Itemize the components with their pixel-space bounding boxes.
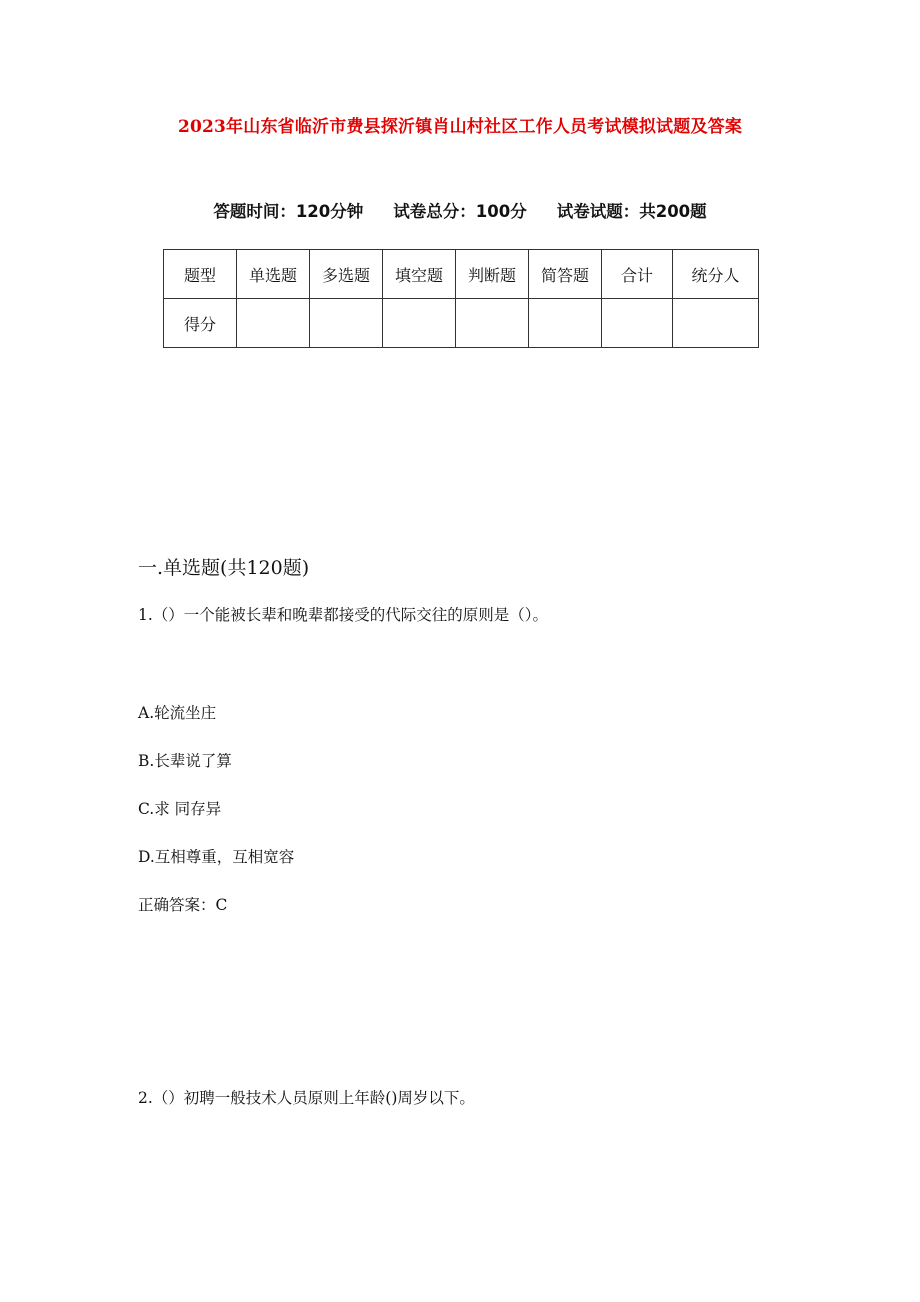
section-heading: 一.单选题(共120题) (138, 557, 310, 579)
score-cell (529, 299, 602, 348)
question-stem: 1.（）一个能被长辈和晚辈都接受的代际交往的原则是（）。 (138, 606, 549, 624)
header-cell-grader: 统分人 (673, 250, 759, 299)
exam-time: 答题时间：120分钟 (213, 202, 364, 221)
score-cell (673, 299, 759, 348)
header-cell-true-false: 判断题 (456, 250, 529, 299)
score-row-label: 得分 (164, 299, 237, 348)
question-stem: 2.（）初聘一般技术人员原则上年龄()周岁以下。 (138, 1089, 475, 1107)
score-cell (456, 299, 529, 348)
option-d: D.互相尊重，互相宽容 (138, 848, 295, 866)
score-cell (310, 299, 383, 348)
option-a: A.轮流坐庄 (138, 704, 217, 722)
header-cell-multiple-choice: 多选题 (310, 250, 383, 299)
score-cell (383, 299, 456, 348)
score-cell (237, 299, 310, 348)
header-cell-fill-blank: 填空题 (383, 250, 456, 299)
header-cell-short-answer: 简答题 (529, 250, 602, 299)
header-cell-single-choice: 单选题 (237, 250, 310, 299)
option-c: C.求 同存异 (138, 800, 222, 818)
exam-total-score: 试卷总分：100分 (393, 202, 527, 221)
header-cell-total: 合计 (602, 250, 673, 299)
score-table (163, 249, 759, 348)
correct-answer: 正确答案：C (138, 896, 228, 914)
exam-info (0, 198, 920, 222)
score-table-header-row (164, 250, 759, 299)
score-table-score-row (164, 299, 759, 348)
score-cell (602, 299, 673, 348)
document-title: 2023年山东省临沂市费县探沂镇肖山村社区工作人员考试模拟试题及答案 (177, 117, 743, 137)
header-cell-type: 题型 (164, 250, 237, 299)
option-b: B.长辈说了算 (138, 752, 232, 770)
exam-question-count: 试卷试题：共200题 (556, 202, 707, 221)
